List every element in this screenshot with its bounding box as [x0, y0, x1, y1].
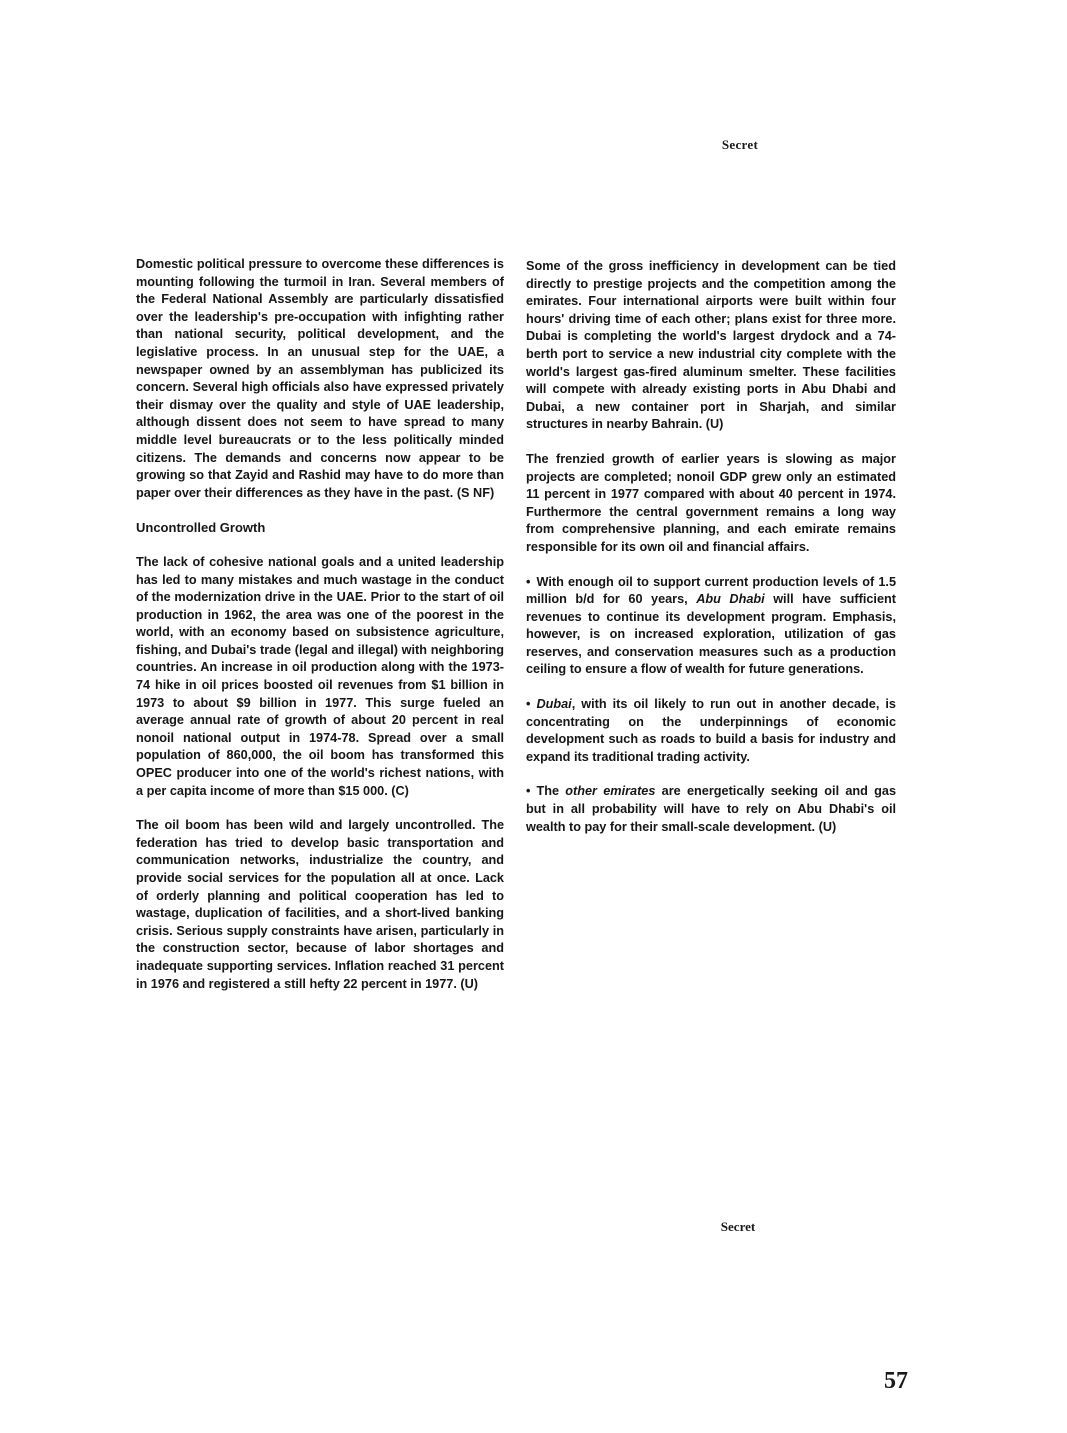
bullet-marker: • — [526, 574, 531, 589]
paragraph-frenzied-growth: The frenzied growth of earlier years is slowing as major projects are completed; nonoil GDP grew only an estimated 11 percent in 1977 compared with about 40 percent in 1974. Furthermore the central government remains a long way from comprehensive planning, and each emirate remains responsible for its own oil and financial affairs. — [526, 451, 896, 554]
bullet-text: The — [536, 784, 566, 799]
bullet-dubai — [526, 696, 896, 766]
bullet-marker: • — [526, 784, 531, 799]
footer-classification: Secret — [720, 1219, 756, 1234]
paragraph-inefficiency: Some of the gross inefficiency in development can be tied directly to prestige projects and the competition among the emirates. Four international airports were built within four hours' driving time of each other; plans exist for three more. Dubai is completing the world's largest drydock and a 74-berth port to service a new industrial city complete with the world's largest gas-fired aluminum smelter. These facilities will compete with already existing ports in Abu Dhabi and Dubai, a new container port in Sharjah, and similar structures in nearby Bahrain. (U) — [526, 259, 896, 432]
paragraph-oil-boom: The oil boom has been wild and largely uncontrolled. The federation has tried to develop basic transportation and communication networks, industrialize the country, and provide social services for the population all at once. Lack of orderly planning and political cooperation has led to wastage, duplication of facilities, and a short-lived banking crisis. Serious supply constraints have arisen, particularly in the construction sector, because of labor shortages and inadequate supporting services. Inflation reached 31 percent in 1976 and registered a still hefty 22 percent in 1977. (U) — [136, 818, 504, 991]
page-number: 57 — [884, 1368, 908, 1394]
section-heading-uncontrolled-growth: Uncontrolled Growth — [136, 520, 266, 536]
left-column — [136, 256, 504, 1010]
bullet-text: are energetically seeking oil and gas but in all probability will have to rely on Abu Dhabi's oil wealth to pay for their small-scale development. (U) — [526, 784, 897, 834]
header-classification: Secret — [721, 137, 759, 152]
bullet-abu-dhabi — [526, 574, 896, 680]
bullet-text: , with its oil likely to run out in another decade, is concentrating on the underpinnings of economic development such as roads to build a basis for industry and expand its traditional trading activity. — [526, 697, 896, 764]
emirate-name-emphasis: Abu Dhabi — [696, 592, 765, 607]
emirate-name-emphasis: Dubai — [536, 697, 572, 712]
right-column — [526, 258, 896, 853]
bullet-marker: • — [526, 697, 531, 712]
paragraph-political-pressure: Domestic political pressure to overcome these differences is mounting following the turmoil in Iran. Several members of the Federal National Assembly are particularly dissatisfied over the leadership's pre-occupation with infighting rather than national security, political development, and the legislative process. In an unusual step for the UAE, a newspaper owned by an assemblyman has publicized its concern. Several high officials also have expressed privately their dismay over the quality and style of UAE leadership, although dissent does not seem to have spread to many middle level bureaucrats or to the less politically minded citizens. The demands and concerns now appear to be growing so that Zayid and Rashid may have to do more than paper over their differences as they have in the past. (S NF) — [136, 257, 504, 500]
emirate-name-emphasis: other emirates — [565, 784, 656, 799]
bullet-text: will have sufficient revenues to continue its development program. Emphasis, however, is on increased exploration, utilization of gas reserves, and conservation measures such as a production ceiling to ensure a flow of wealth for future generations. — [526, 592, 896, 677]
paragraph-lack-of-goals: The lack of cohesive national goals and a united leadership has led to many mistakes and much wastage in the conduct of the modernization drive in the UAE. Prior to the start of oil production in 1962, the area was one of the poorest in the world, with an economy based on subsistence agriculture, fishing, and Dubai's trade (legal and illegal) with neighboring countries. An increase in oil production along with the 1973-74 hike in oil prices boosted oil revenues from $1 billion in 1973 to about $9 billion in 1977. This surge fueled an average annual rate of growth of about 20 percent in real nonoil national output in 1974-78. Spread over a small population of 860,000, the oil boom has transformed this OPEC producer into one of the world's richest nations, with a per capita income of more than $15 000. (C) — [136, 554, 504, 798]
bullet-other-emirates — [526, 783, 896, 836]
bullet-text: With enough oil to support current production levels of 1.5 million b/d for 60 years, — [526, 574, 896, 607]
